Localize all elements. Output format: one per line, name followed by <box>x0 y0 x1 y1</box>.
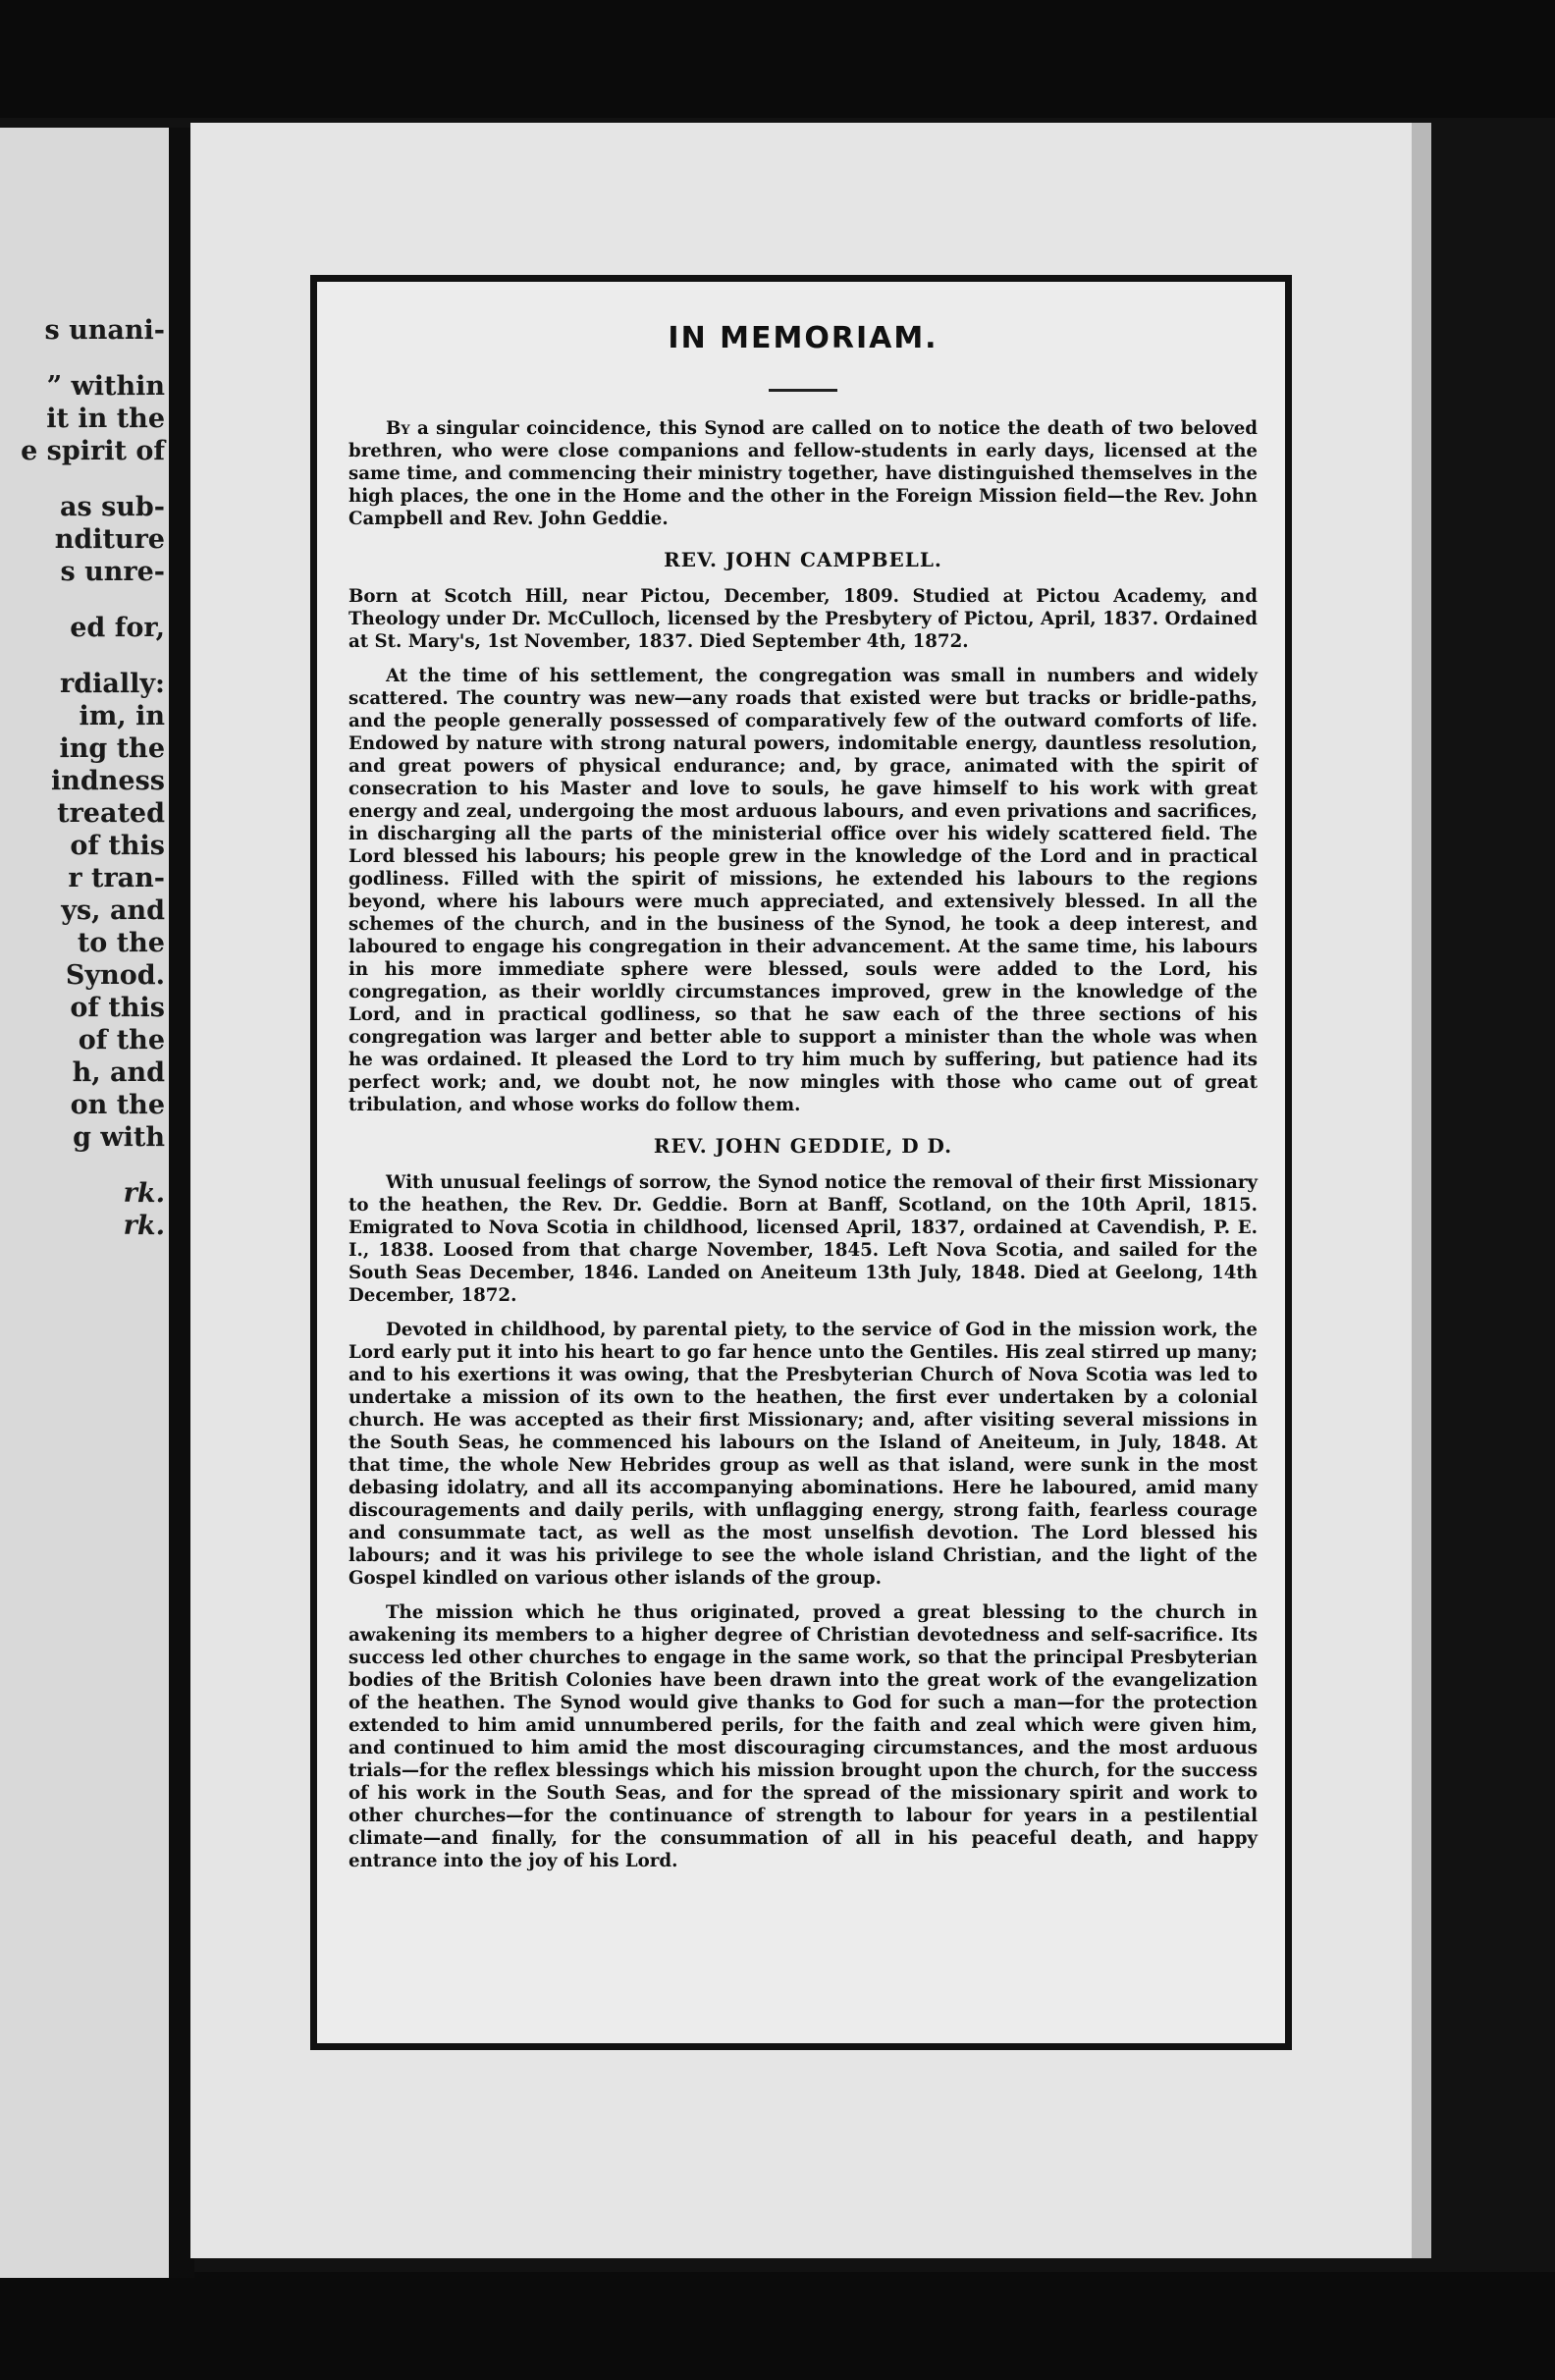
left-page-text <box>0 314 165 1242</box>
campbell-body: At the time of his settlement, the congregation was small in numbers and widely scattered. The country was new—any roads that existed were but tracks or bridle-paths, and the people generally possessed of comparatively few of the outward comforts of life. Endowed by nature with strong natural powers, indomitable energy, dauntless resolution, and great powers of physical endurance; and, by grace, animated with the spirit of consecration to his Master and love to souls, he gave himself to his work with great energy and zeal, undergoing the most arduous labours, and even privations and sacrifices, in discharging all the parts of the ministerial office over his widely scattered field. The Lord blessed his labours; his people grew in the knowledge of the Lord and in practical godliness. Filled with the spirit of missions, he extended his labours to the regions beyond, where his labours were much appreciated, and extensively blessed. In all the schemes of the church, and in the business of the Synod, he took a deep interest, and laboured to engage his congregation in their advancement. At the same time, his labours in his more immediate sphere were blessed, souls were added to the Lord, his congregation, as their worldly circumstances improved, grew in the knowledge of the Lord, and in practical godliness, so that he saw each of the three sections of his congregation was larger and better able to support a minister than the whole was when he was ordained. It pleased the Lord to try him much by suffering, but patience had its perfect work; and, we doubt not, he now mingles with those who came out of great tribulation, and whose works do follow them. <box>349 666 1258 1115</box>
geddie-facts: With unusual feelings of sorrow, the Synod notice the removal of their first Missionary to the heathen, the Rev. Dr. Geddie. Born at Banff, Scotland, on the 10th April, 1815. Emigrated to Nova Scotia in childhood, licensed April, 1837, ordained at Cavendish, P. E. I., 1838. Loosed from that charge November, 1845. Left Nova Scotia, and sailed for the South Seas December, 1846. Landed on Aneiteum 13th July, 1848. Died at Geelong, 14th December, 1872. <box>349 1172 1258 1306</box>
intro-first-word: By <box>386 418 410 439</box>
film-border-top <box>0 0 1555 118</box>
left-line: rdially: <box>59 669 165 699</box>
geddie-body-2: The mission which he thus originated, proved a great blessing to the church in awakening its members to a higher degree of Christian devotedness and self-sacrifice. Its success led other churches to engage in the same work, so that the principal Presbyterian bodies of the British Colonies have been drawn into the great work of the evangelization of the heathen. The Synod would give thanks to God for such a man—for the protection extended to him amid unnumbered perils, for the faith and zeal which were given him, and continued to him amid the most discouraging circumstances, and the most arduous trials—for the reflex blessings which his mission brought upon the church, for the success of his work in the South Seas, and for the spread of the missionary spirit and work to other churches—for the continuance of strength to labour for years in a pestilential climate—and finally, for the consummation of all in his peaceful death, and happy entrance into the joy of his Lord. <box>349 1602 1258 1871</box>
left-line: nditure <box>54 524 165 555</box>
left-line: as sub- <box>59 492 165 522</box>
left-line: rk. <box>123 1178 165 1209</box>
left-line: s unre- <box>60 557 165 587</box>
intro-paragraph <box>349 417 1258 530</box>
left-line: r tran- <box>68 863 165 893</box>
left-line: ing the <box>59 733 165 764</box>
left-line: rk. <box>123 1211 165 1241</box>
campbell-facts: Born at Scotch Hill, near Pictou, December, 1809. Studied at Pictou Academy, and Theology under Dr. McCulloch, licensed by the Presbytery of Pictou, April, 1837. Ordained at St. Mary's, 1st November, 1837. Died September 4th, 1872. <box>349 586 1258 652</box>
left-line: s unani- <box>44 315 165 346</box>
left-line: Synod. <box>65 960 165 991</box>
left-line: treated <box>57 798 165 829</box>
left-line: h, and <box>72 1057 165 1088</box>
geddie-body-1: Devoted in childhood, by parental piety, to the service of God in the mission work, the Lord early put it into his heart to go far hence unto the Gentiles. His zeal stirred up many; and to his exertions it was owing, that the Presbyterian Church of Nova Scotia was led to undertake a mission of its own to the heathen, the first ever undertaken by a colonial church. He was accepted as their first Missionary; and, after visiting several missions in the South Seas, he commenced his labours on the Island of Aneiteum, in July, 1848. At that time, the whole New Hebrides group as well as that island, were sunk in the most debasing idolatry, and all its accompanying abominations. Here he laboured, amid many discouragements and daily perils, with unflagging energy, strong faith, fearless courage and consummate tact, as well as the most unselfish devotion. The Lord blessed his labours; and it was his privilege to see the whole island Christian, and the light of the Gospel kindled on various other islands of the group. <box>349 1320 1258 1589</box>
page-edge <box>1412 123 1431 2258</box>
left-line: e spirit of <box>21 436 165 466</box>
memoriam-content <box>349 321 1258 1884</box>
left-line: of the <box>78 1025 165 1055</box>
left-line: g with <box>73 1122 165 1153</box>
film-border-bottom <box>0 2272 1555 2380</box>
geddie-heading: REV. JOHN GEDDIE, D D. <box>653 1134 953 1158</box>
left-line: ys, and <box>61 895 165 926</box>
left-page-fragment <box>0 128 179 2278</box>
left-line: to the <box>77 928 165 958</box>
page-title: IN MEMORIAM. <box>668 321 938 355</box>
left-line: of this <box>70 831 165 861</box>
memoriam-frame <box>310 275 1292 2050</box>
left-line: ” within <box>46 371 165 402</box>
campbell-heading: REV. JOHN CAMPBELL. <box>664 548 942 571</box>
intro-text: a singular coincidence, this Synod are called on to notice the death of two beloved brethren, who were close companions and fellow-students in early days, licensed at the same time, and commencing their ministry together, have distinguished themselves in the high places, the one in the Home and the other in the Foreign Mission field—the Rev. John Campbell and Rev. John Geddie. <box>349 418 1258 529</box>
left-line: of this <box>70 993 165 1023</box>
left-line: im, in <box>79 701 165 731</box>
left-line: ed for, <box>70 613 165 643</box>
title-rule <box>769 389 837 392</box>
left-line: indness <box>51 766 165 796</box>
left-line: on the <box>70 1090 165 1120</box>
left-line: it in the <box>46 404 165 434</box>
